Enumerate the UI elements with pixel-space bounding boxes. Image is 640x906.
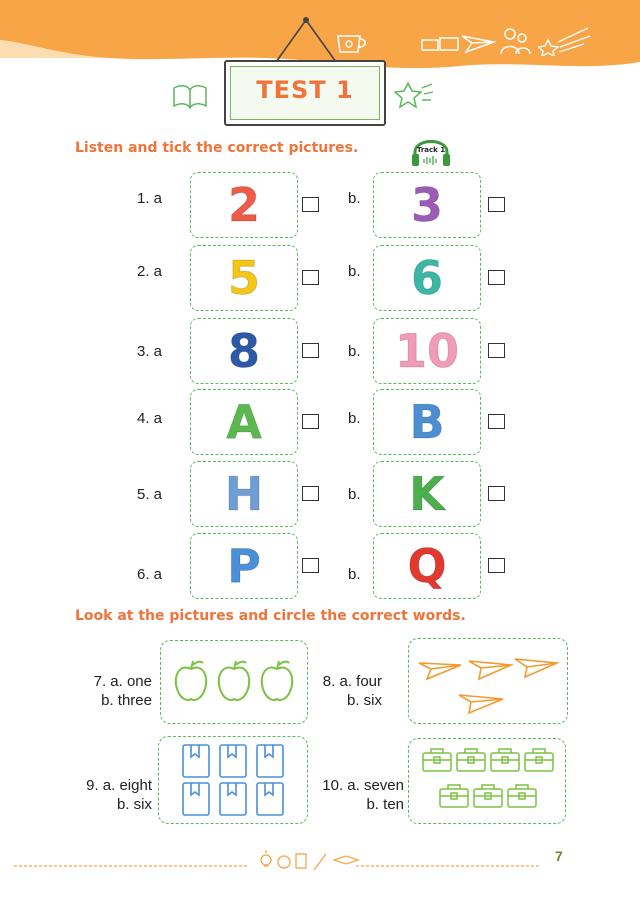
track-label: Track 1: [416, 146, 446, 154]
option-6b-card[interactable]: [373, 533, 481, 599]
picture-card-books: [158, 736, 308, 824]
option-4a-card[interactable]: [190, 389, 298, 455]
option-4a-checkbox[interactable]: [302, 414, 319, 429]
option-2b-card[interactable]: [373, 245, 481, 311]
book-icon: [179, 741, 287, 819]
question-5-label-a: 5. a: [137, 486, 163, 503]
people-icon: [498, 26, 532, 56]
question-8-option-b[interactable]: b. six: [346, 692, 382, 709]
option-3a-checkbox[interactable]: [302, 343, 319, 358]
question-4-label-b: b.: [348, 410, 361, 427]
question-9-option-b[interactable]: b. six: [116, 796, 152, 813]
option-2b-picture: 6: [410, 251, 443, 305]
lunchbox-icon: [421, 747, 555, 815]
instruction-1: Listen and tick the correct pictures.: [75, 140, 359, 156]
option-2a-checkbox[interactable]: [302, 270, 319, 285]
paper-plane-icon: [415, 645, 561, 717]
question-9-option-a[interactable]: 9. a. eight: [86, 777, 152, 794]
open-book-icon: [172, 82, 208, 110]
books-icon: [420, 34, 460, 56]
question-9: [60, 776, 152, 814]
option-3b-picture: 10: [394, 324, 459, 378]
option-6a-picture: P: [227, 539, 261, 593]
question-4-label-a: 4. a: [137, 410, 163, 427]
option-3a-card[interactable]: [190, 318, 298, 384]
option-5a-checkbox[interactable]: [302, 486, 319, 501]
question-2-label-a: 2. a: [137, 263, 163, 280]
option-3b-card[interactable]: [373, 318, 481, 384]
option-4b-checkbox[interactable]: [488, 414, 505, 429]
option-5b-card[interactable]: [373, 461, 481, 527]
question-10: [306, 776, 404, 814]
sign-hook: [270, 16, 342, 64]
page-number: 7: [555, 848, 563, 864]
option-2a-card[interactable]: [190, 245, 298, 311]
option-1b-card[interactable]: [373, 172, 481, 238]
title-sign: [224, 60, 386, 126]
option-1a-card[interactable]: [190, 172, 298, 238]
paper-plane-icon: [460, 32, 496, 56]
apple-icon: [171, 657, 299, 705]
option-2b-checkbox[interactable]: [488, 270, 505, 285]
option-4b-card[interactable]: [373, 389, 481, 455]
instruction-2: Look at the pictures and circle the correct words.: [75, 608, 466, 624]
option-5b-checkbox[interactable]: [488, 486, 505, 501]
option-5a-card[interactable]: [190, 461, 298, 527]
option-5a-picture: H: [224, 467, 264, 521]
question-7-option-b[interactable]: b. three: [101, 692, 152, 709]
question-8-option-a[interactable]: 8. a. four: [322, 673, 382, 690]
question-5-label-b: b.: [348, 486, 361, 503]
question-6-label-a: 6. a: [137, 566, 163, 583]
option-6a-checkbox[interactable]: [302, 558, 319, 573]
question-1-label-a: 1. a: [137, 190, 163, 207]
question-2-label-b: b.: [348, 263, 361, 280]
option-1b-checkbox[interactable]: [488, 197, 505, 212]
question-6-label-b: b.: [348, 566, 361, 583]
option-1a-checkbox[interactable]: [302, 197, 319, 212]
option-3b-checkbox[interactable]: [488, 343, 505, 358]
picture-card-lunchboxes: [408, 738, 566, 824]
option-1a-picture: 2: [227, 178, 260, 232]
shooting-star-icon: [538, 26, 592, 56]
question-3-label-b: b.: [348, 343, 361, 360]
question-7-option-a[interactable]: 7. a. one: [93, 673, 152, 690]
option-4b-picture: B: [409, 395, 445, 449]
page-title: TEST 1: [256, 76, 354, 104]
question-8: [306, 672, 382, 710]
option-5b-picture: K: [409, 467, 445, 521]
track-badge: [410, 134, 452, 170]
question-1-label-b: b.: [348, 190, 361, 207]
question-3-label-a: 3. a: [137, 343, 163, 360]
star-icon: [394, 80, 434, 110]
question-7: [60, 672, 152, 710]
option-1b-picture: 3: [410, 178, 443, 232]
option-6b-checkbox[interactable]: [488, 558, 505, 573]
picture-card-apples: [160, 640, 308, 724]
question-10-option-b[interactable]: b. ten: [366, 796, 404, 813]
option-3a-picture: 8: [227, 324, 260, 378]
picture-card-planes: [408, 638, 568, 724]
option-6b-picture: Q: [407, 539, 447, 593]
option-2a-picture: 5: [227, 251, 260, 305]
footer-rule: [0, 840, 640, 880]
question-10-option-a[interactable]: 10. a. seven: [322, 777, 404, 794]
option-4a-picture: A: [226, 395, 262, 449]
option-6a-card[interactable]: [190, 533, 298, 599]
